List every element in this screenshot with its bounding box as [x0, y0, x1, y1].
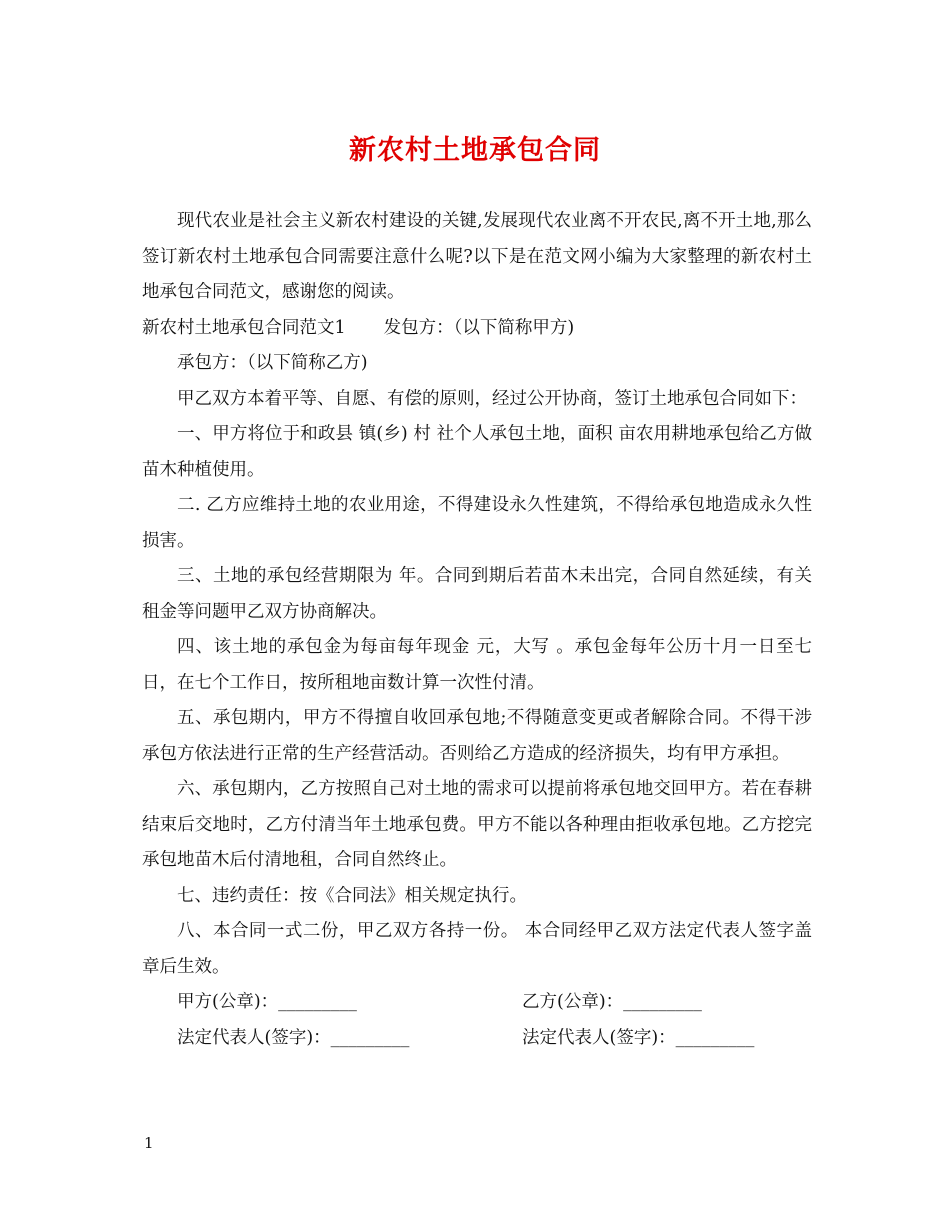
party-b-representative: 法定代表人(签字)：_________	[522, 1027, 755, 1048]
clause-6: 六、承包期内，乙方按照自己对土地的需求可以提前将承包地交回甲方。若在春耕结束后交地时，乙方付清当年土地承包费。甲方不能以各种理由拒收承包地。乙方挖完承包地苗木后付清地租，合同自然终止。	[142, 779, 812, 870]
intro-paragraph: 现代农业是社会主义新农村建设的关键,发展现代农业离不开农民,离不开土地,那么签订新农村土地承包合同需要注意什么呢?以下是在范文网小编为大家整理的新农村土地承包合同范文，感谢您的阅读。	[142, 211, 812, 302]
sample-heading-line	[142, 311, 812, 347]
party-a-line: 发包方：（以下简称甲方)	[383, 317, 575, 338]
clause-4: 四、该土地的承包金为每亩每年现金 元，大写 。承包金每年公历十月一日至七日，在七个工作日，按所租地亩数计算一次性付清。	[142, 637, 812, 693]
document-title: 新农村土地承包合同	[349, 135, 601, 166]
clause-2: 二. 乙方应维持土地的农业用途，不得建设永久性建筑，不得给承包地造成永久性损害。	[142, 495, 812, 551]
preamble-paragraph: 甲乙双方本着平等、自愿、有偿的原则，经过公开协商，签订土地承包合同如下：	[177, 388, 807, 409]
representative-row	[142, 1021, 812, 1057]
party-a-representative: 法定代表人(签字)：_________	[177, 1027, 410, 1048]
clause-8: 八、本合同一式二份，甲乙双方各持一份。 本合同经甲乙双方法定代表人签字盖章后生效。	[142, 921, 812, 977]
document-body	[142, 204, 812, 1056]
clause-1: 一、甲方将位于和政县 镇(乡) 村 社个人承包土地，面积 亩农用耕地承包给乙方做苗木种植使用。	[142, 424, 812, 480]
party-a-seal: 甲方(公章)：_________	[177, 992, 357, 1012]
clause-3: 三、土地的承包经营期限为 年。合同到期后若苗木未出完，合同自然延续，有关租金等问题甲乙双方协商解决。	[142, 566, 812, 622]
clause-5: 五、承包期内，甲方不得擅自收回承包地;不得随意变更或者解除合同。不得干涉承包方依法进行正常的生产经营活动。否则给乙方造成的经济损失，均有甲方承担。	[142, 708, 812, 764]
party-b-line: 承包方：（以下简称乙方)	[177, 353, 368, 373]
clause-7: 七、违约责任：按《合同法》相关规定执行。	[177, 885, 527, 906]
sample-heading: 新农村土地承包合同范文1	[142, 317, 346, 338]
party-b-seal: 乙方(公章)：_________	[522, 992, 702, 1012]
seal-row	[142, 985, 812, 1021]
page-number: 1	[144, 1134, 154, 1152]
